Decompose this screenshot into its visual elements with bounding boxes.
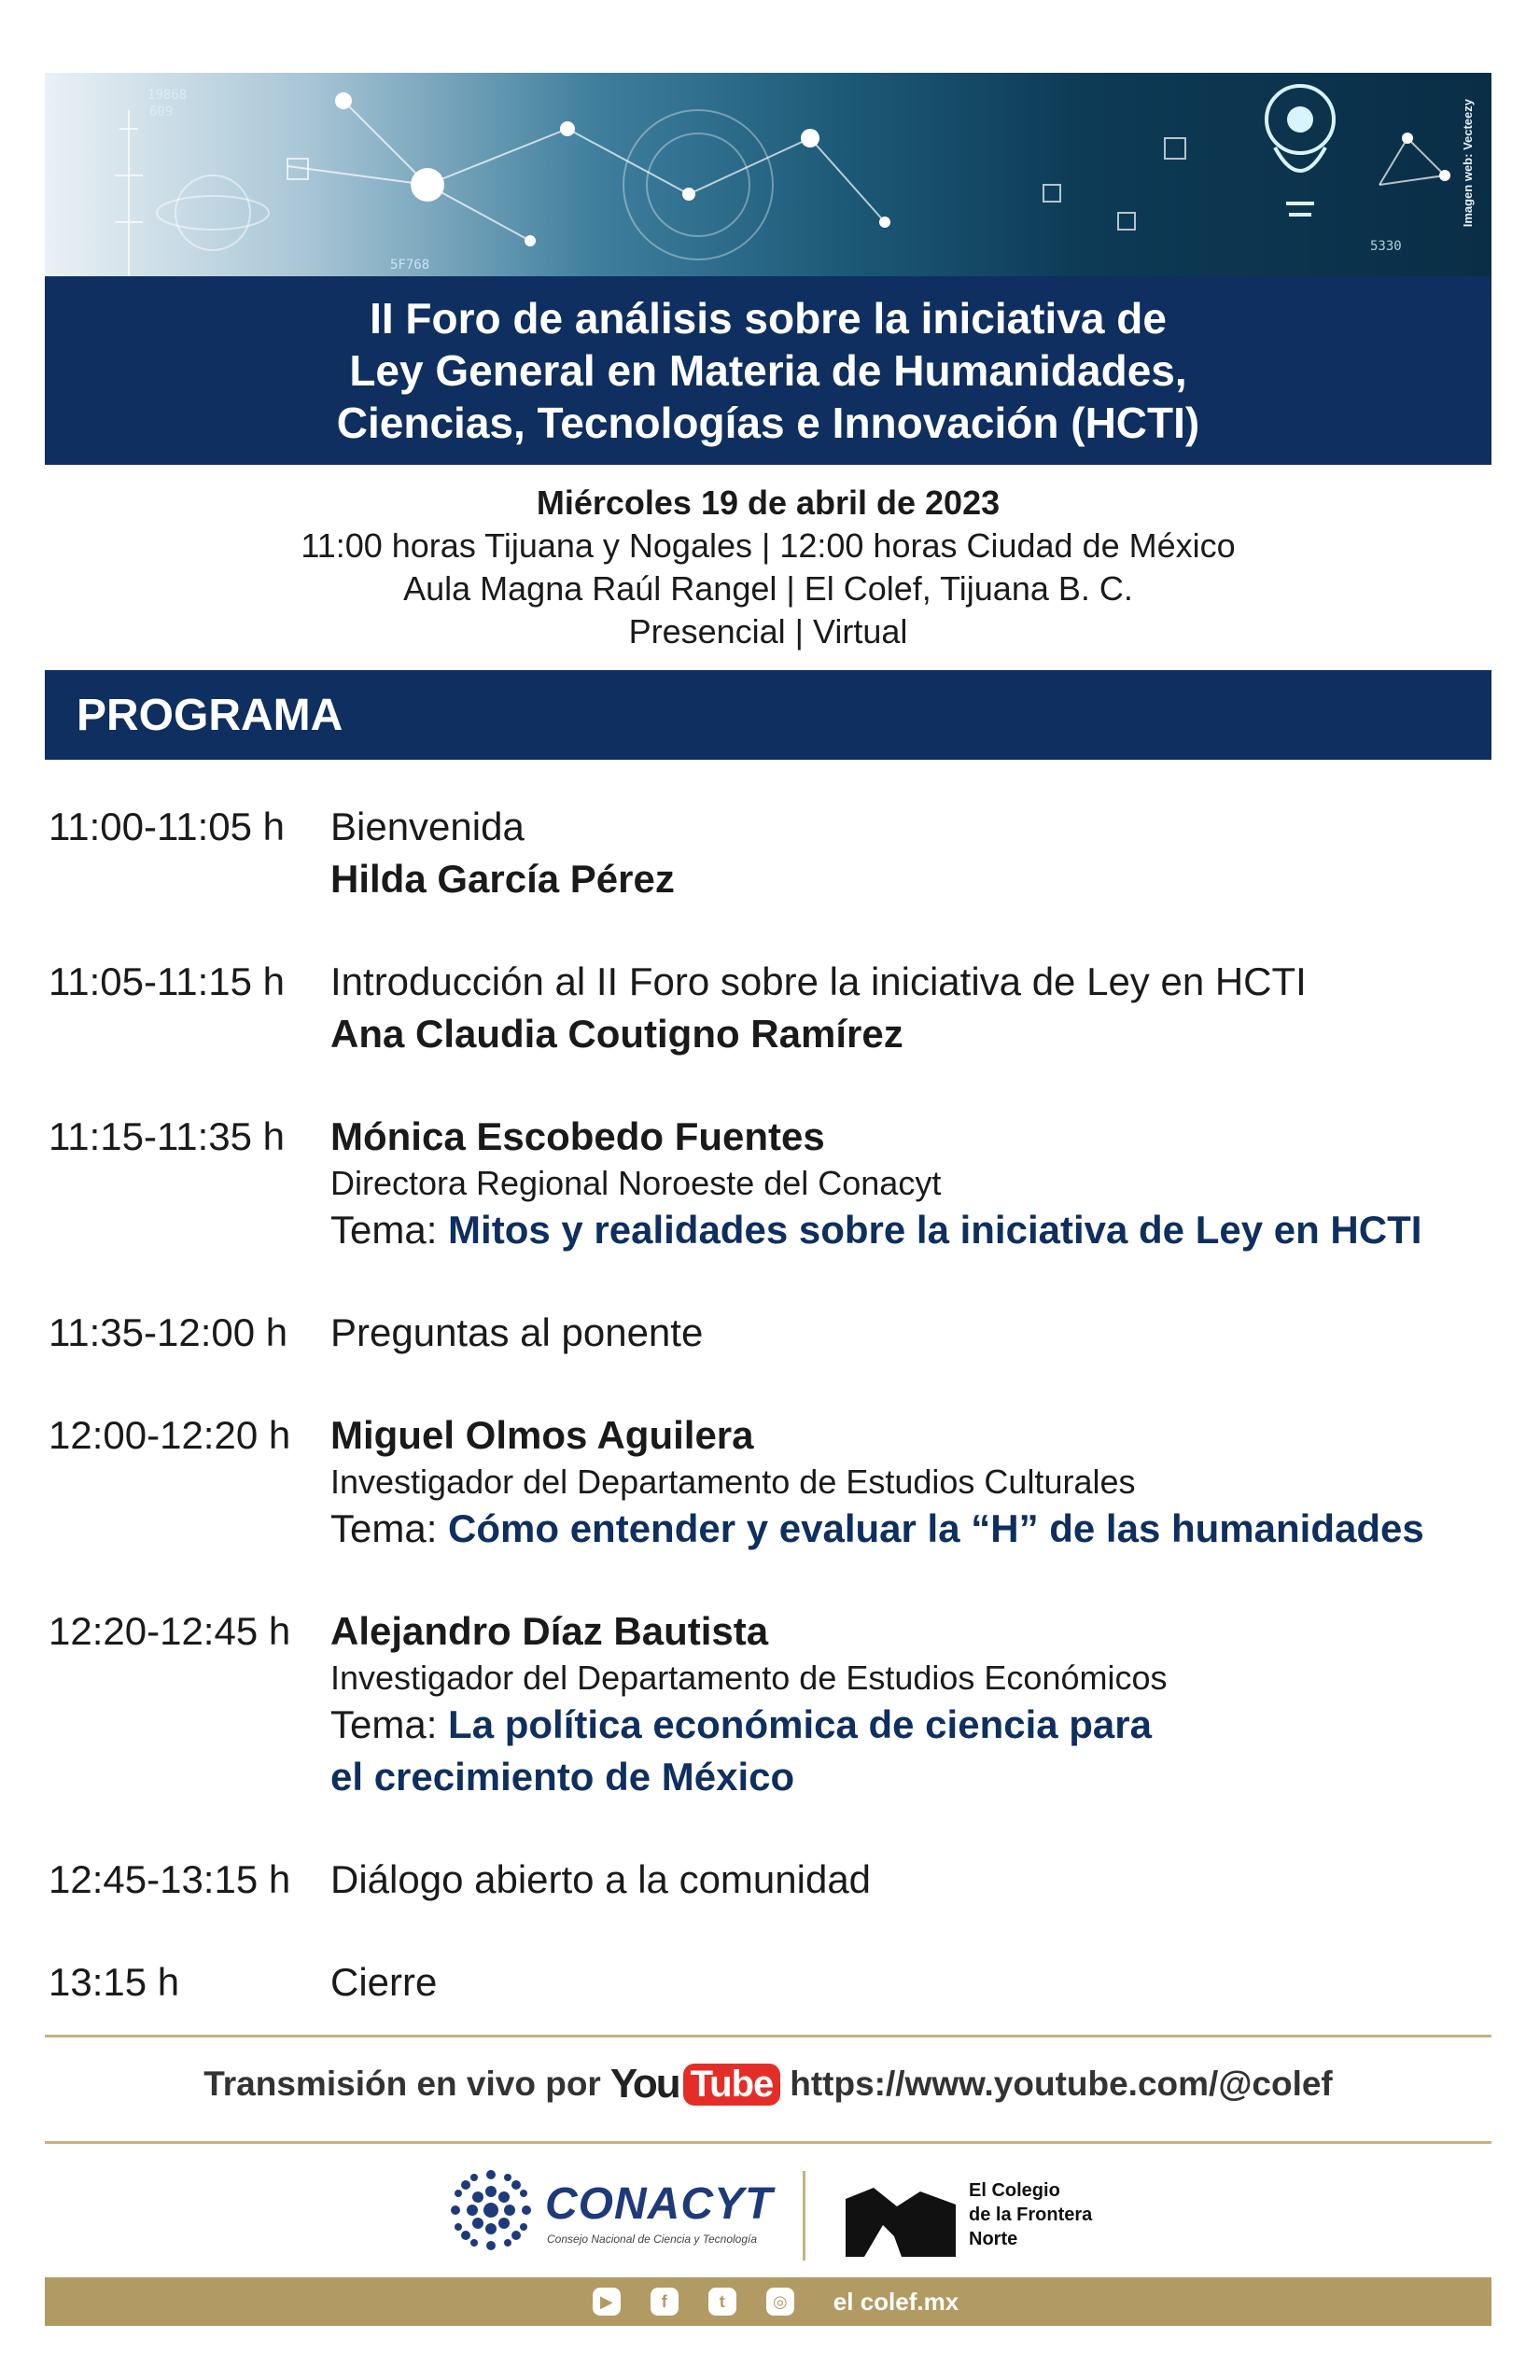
hero-banner-image xyxy=(45,73,1491,276)
speaker-name: Mónica Escobedo Fuentes xyxy=(330,1114,825,1158)
stream-info xyxy=(45,2061,1491,2107)
schedule-time: 11:15-11:35 h xyxy=(49,1114,285,1158)
youtube-logo-tube: Tube xyxy=(683,2064,781,2106)
divider-top xyxy=(45,2035,1491,2037)
twitter-icon[interactable]: t xyxy=(708,2288,736,2316)
schedule-item xyxy=(49,1111,1495,1256)
speaker-name: Alejandro Díaz Bautista xyxy=(330,1609,769,1653)
schedule-time: 11:05-11:15 h xyxy=(49,959,285,1003)
logos-area xyxy=(45,2163,1491,2266)
speaker-role: Investigador del Departamento de Estudios Económicos xyxy=(330,1659,1168,1697)
svg-text:5330: 5330 xyxy=(1370,239,1402,254)
colef-line-1: El Colegio xyxy=(969,2180,1060,2201)
tema-label: Tema: xyxy=(330,1702,449,1746)
tema-title: La política económica de ciencia para xyxy=(448,1702,1152,1746)
svg-text:609: 609 xyxy=(149,105,174,119)
speaker-role: Investigador del Departamento de Estudios Culturales xyxy=(330,1463,1136,1501)
conacyt-subtitle: Consejo Nacional de Ciencia y Tecnología xyxy=(547,2233,758,2246)
schedule-time: 12:20-12:45 h xyxy=(49,1609,291,1653)
title-band xyxy=(45,276,1491,465)
speaker-name: Hilda García Pérez xyxy=(330,857,675,901)
speaker-role: Directora Regional Noroeste del Conacyt xyxy=(330,1164,942,1202)
event-info xyxy=(45,482,1491,653)
tema-title: Mitos y realidades sobre la iniciativa de Ley en HCTI xyxy=(448,1208,1422,1252)
schedule-item xyxy=(49,1854,1495,1906)
conacyt-wordmark: CONACYT xyxy=(545,2179,774,2229)
tema-label: Tema: xyxy=(330,1506,449,1550)
schedule-item xyxy=(49,801,1495,905)
logo-divider xyxy=(803,2171,805,2261)
technology-illustration xyxy=(45,73,1491,276)
schedule-item xyxy=(49,956,1495,1060)
programa-label: PROGRAMA xyxy=(77,690,343,740)
divider-bottom xyxy=(45,2141,1491,2144)
event-title-line-1: II Foro de análisis sobre la iniciativa de xyxy=(370,294,1167,343)
tema-line xyxy=(330,1503,1424,1555)
event-title-line-2: Ley General en Materia de Humanidades, xyxy=(349,346,1187,395)
schedule-item xyxy=(49,1307,1495,1359)
event-place: Aula Magna Raúl Rangel | El Colef, Tijuana B. C. xyxy=(403,569,1133,608)
facebook-icon[interactable]: f xyxy=(651,2288,679,2316)
schedule-title: Diálogo abierto a la comunidad xyxy=(330,1857,872,1901)
youtube-icon[interactable]: ▶ xyxy=(593,2288,621,2316)
schedule-time: 11:00-11:05 h xyxy=(49,805,285,848)
colef-logo-icon xyxy=(846,2180,956,2257)
schedule-time: 13:15 h xyxy=(49,1960,180,2004)
footer-bar xyxy=(45,2277,1491,2326)
tema-title-continued: el crecimiento de México xyxy=(330,1755,795,1799)
stream-prefix: Transmisión en vivo por xyxy=(203,2065,601,2103)
svg-text:19868: 19868 xyxy=(147,88,188,103)
schedule-item xyxy=(49,1605,1495,1803)
speaker-name: Ana Claudia Coutigno Ramírez xyxy=(330,1012,903,1056)
youtube-logo-you: You xyxy=(609,2061,679,2107)
schedule-title: Bienvenida xyxy=(330,805,525,848)
schedule-item xyxy=(49,1956,1495,2009)
colef-wordmark xyxy=(969,2178,1092,2251)
website-link[interactable]: el colef.mx xyxy=(833,2287,959,2316)
instagram-icon[interactable]: ◎ xyxy=(766,2288,794,2316)
tema-label: Tema: xyxy=(330,1208,449,1252)
schedule-title: Cierre xyxy=(330,1960,438,2004)
tema-line xyxy=(330,1699,1168,1751)
stream-url[interactable]: https://www.youtube.com/@colef xyxy=(790,2065,1333,2103)
schedule-title: Preguntas al ponente xyxy=(330,1310,704,1354)
event-title-line-3: Ciencias, Tecnologías e Innovación (HCTI) xyxy=(336,399,1200,447)
programa-header xyxy=(45,670,1491,760)
schedule-item xyxy=(49,1409,1495,1555)
schedule-title: Introducción al II Foro sobre la iniciativa de Ley en HCTI xyxy=(330,959,1307,1003)
event-hours: 11:00 horas Tijuana y Nogales | 12:00 horas Ciudad de México xyxy=(301,526,1236,565)
event-date: Miércoles 19 de abril de 2023 xyxy=(536,483,1001,522)
schedule-list xyxy=(49,801,1495,2009)
event-mode: Presencial | Virtual xyxy=(628,612,908,651)
youtube-logo xyxy=(610,2061,780,2107)
colef-line-3: Norte xyxy=(969,2229,1018,2249)
speaker-name: Miguel Olmos Aguilera xyxy=(330,1413,754,1457)
tema-title: Cómo entender y evaluar la “H” de las humanidades xyxy=(448,1506,1424,1550)
schedule-time: 12:45-13:15 h xyxy=(49,1857,291,1901)
conacyt-logo-icon xyxy=(444,2163,538,2257)
schedule-time: 11:35-12:00 h xyxy=(49,1310,288,1354)
image-credit: Imagen web: Vecteezy xyxy=(1461,99,1475,228)
svg-text:5F768: 5F768 xyxy=(390,258,430,273)
tema-line xyxy=(330,1204,1421,1256)
schedule-time: 12:00-12:20 h xyxy=(49,1413,291,1457)
colef-line-2: de la Frontera xyxy=(969,2205,1093,2225)
